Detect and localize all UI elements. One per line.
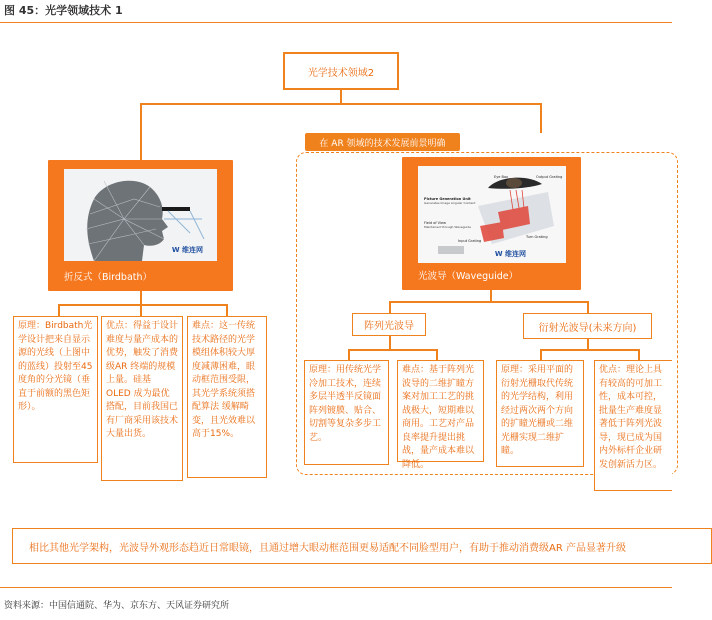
waveguide-connector	[540, 103, 542, 133]
waveguide-branch-line	[389, 301, 589, 303]
eye-box-text: Eye Box	[494, 175, 509, 179]
top-divider	[0, 22, 672, 23]
birdbath-watermark-logo: W 维连网	[171, 246, 203, 254]
array-waveguide-node: 阵列光波导	[352, 313, 426, 336]
birdbath-difficulty-box: 难点：这一传统技术路径的光学模组体积较大厚度减薄困难，眼动框范围受限，其光学系统须搭配算法 缓解畸变，且光效难以高于15%。	[187, 316, 267, 478]
birdbath-card	[48, 160, 233, 291]
birdbath-down-connector	[140, 291, 142, 305]
diffractive-advantage-connector	[638, 349, 640, 360]
diffractive-principle-box: 原理：采用平面的衍射光栅取代传统的光学结构，利用经过两次两个方向的扩瞳光栅或二维光栅实现二维扩瞳。	[496, 360, 584, 467]
diffractive-principle-connector	[540, 349, 542, 360]
birdbath-principle-connector	[58, 304, 60, 316]
output-grating-text: Output Grating	[536, 175, 563, 179]
birdbath-label: 折反式（Birdbath）	[64, 272, 153, 283]
diffractive-branch-line	[540, 349, 640, 351]
ar-prospect-banner: 在 AR 领域的技术发展前景明确	[305, 133, 460, 151]
root-branch-line	[140, 103, 542, 105]
field-of-view-text: Field of View	[424, 221, 446, 225]
array-principle-connector	[348, 349, 350, 360]
waveguide-illustration	[418, 166, 566, 263]
source-note: 资料来源：中国信通院、华为、京东方、天风证券研究所	[4, 601, 230, 611]
summary-box: 相比其他光学架构，光波导外观形态趋近日常眼镜，且通过增大眼动框范围更易适配不同脸型用户，有助于推动消费级AR 产品显著升级	[12, 528, 712, 564]
array-principle-box: 原理：用传统光学冷加工技术，连续多层半透半反镜面阵列镀膜、贴合、切割等复杂多步工艺。	[304, 360, 389, 465]
waveguide-label: 光波导（Waveguide）	[418, 271, 519, 282]
field-of-view-sub-text: Maintained through Waveguide	[424, 225, 471, 229]
figure-title: 图 45：光学领域技术 1	[4, 4, 123, 17]
array-branch-line	[348, 349, 438, 351]
turn-grating-text: Turn Grating	[526, 235, 548, 239]
array-difficulty-box: 难点：基于阵列光波导的二维扩瞳方案对加工工艺的挑战极大，短期难以商用。工艺对产品良率提升提出挑战，量产成本难以降低。	[397, 360, 484, 462]
array-connector	[389, 301, 391, 313]
bottom-divider	[0, 587, 672, 588]
picture-generation-sub-text: Generates Image Angular Content	[424, 201, 476, 205]
picture-generation-text: Picture Generation Unit	[424, 197, 471, 201]
birdbath-connector	[140, 103, 142, 160]
waveguide-watermark-logo: W 维连网	[494, 250, 526, 258]
root-connector	[340, 90, 342, 104]
root-node: 光学技术领域2	[283, 52, 399, 90]
birdbath-advantage-box: 优点：得益于设计难度与量产成本的优势，触发了消费级AR 终端的规模上量。硅基 OLED 成为最优搭配，目前我国已有厂商采用该技术大量出货。	[101, 316, 183, 481]
birdbath-difficulty-connector	[226, 304, 228, 316]
birdbath-branch-line	[58, 304, 228, 306]
diffractive-connector	[587, 301, 589, 313]
birdbath-principle-box: 原理：Birdbath光学设计把来自显示源的光线（上图中的蓝线）投射至45度角的分光镜（垂直于前额的黑色矩形）。	[13, 316, 98, 463]
birdbath-head-image	[64, 169, 217, 261]
waveguide-card	[402, 157, 581, 290]
array-difficulty-connector	[436, 349, 438, 360]
birdbath-advantage-connector	[140, 304, 142, 316]
diffractive-waveguide-node: 衍射光波导(未来方向)	[523, 313, 652, 339]
diffractive-advantage-box: 优点：理论上具有较高的可加工性，成本可控，批量生产难度显著低于阵列光波导，现已成为国内外标杆企业研发创新活力区。	[594, 360, 672, 491]
input-grating-text: Input Grating	[458, 239, 482, 243]
array-down-connector	[389, 336, 391, 350]
waveguide-diagram-image	[418, 166, 566, 263]
